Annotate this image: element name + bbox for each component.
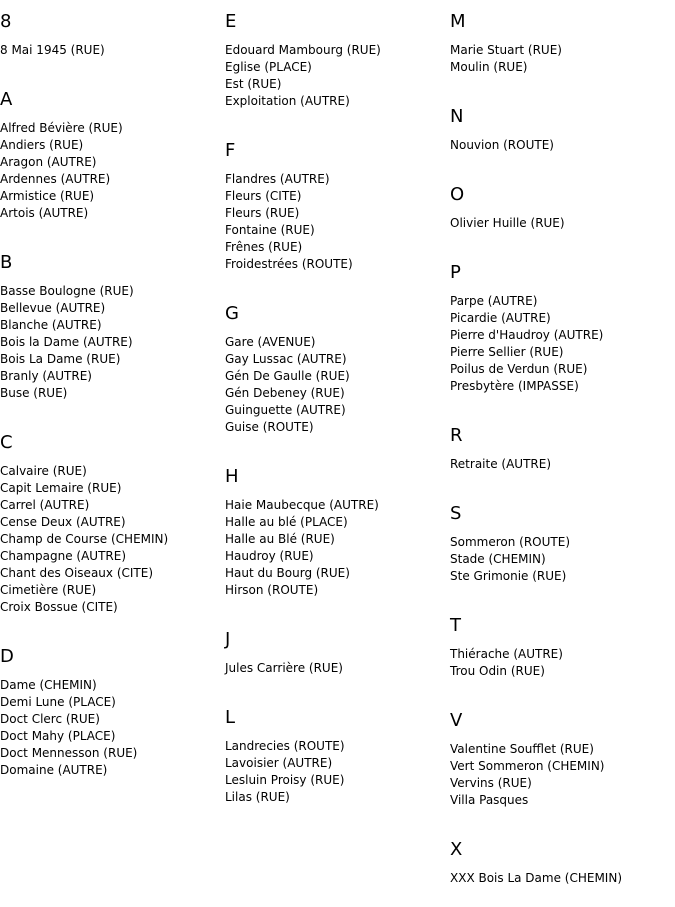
street-item[interactable]: Calvaire (RUE) (0, 464, 87, 478)
street-item[interactable]: Cimetière (RUE) (0, 583, 97, 597)
street-item[interactable]: Champagne (AUTRE) (0, 549, 127, 563)
letter-heading: G (225, 303, 239, 324)
street-item[interactable]: Pierre d'Haudroy (AUTRE) (450, 328, 604, 342)
street-item[interactable]: Ardennes (AUTRE) (0, 172, 111, 186)
street-item[interactable]: Halle au blé (PLACE) (225, 515, 348, 529)
letter-section (450, 415, 675, 493)
letter-heading: 8 (0, 11, 12, 32)
street-item[interactable]: Aragon (AUTRE) (0, 155, 97, 169)
letter-section (0, 0, 225, 79)
street-item[interactable]: Guise (ROUTE) (225, 420, 314, 434)
street-item[interactable]: Bois La Dame (RUE) (0, 352, 121, 366)
street-item[interactable]: Dame (CHEMIN) (0, 678, 97, 692)
letter-heading: O (450, 184, 465, 205)
street-item[interactable]: Frênes (RUE) (225, 240, 303, 254)
street-item[interactable]: Poilus de Verdun (RUE) (450, 362, 588, 376)
street-item[interactable]: Bois la Dame (AUTRE) (0, 335, 133, 349)
letter-section (0, 79, 225, 242)
street-item[interactable]: Gén Debeney (RUE) (225, 386, 345, 400)
street-list (0, 454, 225, 636)
letter-heading: M (450, 11, 466, 32)
street-item[interactable]: Blanche (AUTRE) (0, 318, 102, 332)
street-item[interactable]: Retraite (AUTRE) (450, 457, 552, 471)
letter-section (450, 700, 675, 829)
street-item[interactable]: Thiérache (AUTRE) (450, 647, 563, 661)
letter-heading: F (225, 140, 236, 161)
street-list (225, 488, 450, 619)
letter-heading: B (0, 252, 13, 273)
letter-section (225, 456, 450, 619)
street-list (450, 861, 675, 907)
street-list (225, 33, 450, 130)
street-item[interactable]: Gare (AVENUE) (225, 335, 316, 349)
letter-heading: V (450, 710, 463, 731)
letter-section (225, 130, 450, 293)
street-list (450, 637, 675, 700)
street-item[interactable]: Cense Deux (AUTRE) (0, 515, 126, 529)
letter-heading: N (450, 106, 464, 127)
street-list (0, 33, 225, 79)
street-item[interactable]: Lavoisier (AUTRE) (225, 756, 333, 770)
street-item[interactable]: Nouvion (ROUTE) (450, 138, 554, 152)
letter-section (225, 293, 450, 456)
street-item[interactable]: Exploitation (AUTRE) (225, 94, 350, 108)
letter-section (0, 422, 225, 636)
street-item[interactable]: Alfred Bévière (RUE) (0, 121, 123, 135)
street-item[interactable]: Eglise (PLACE) (225, 60, 312, 74)
street-item[interactable]: Armistice (RUE) (0, 189, 95, 203)
street-item[interactable]: Croix Bossue (CITE) (0, 600, 118, 614)
street-item[interactable]: Haut du Bourg (RUE) (225, 566, 350, 580)
street-item[interactable]: Haie Maubecque (AUTRE) (225, 498, 379, 512)
street-list (450, 284, 675, 415)
street-item[interactable]: Jules Carrière (RUE) (225, 661, 343, 675)
street-item[interactable]: Landrecies (ROUTE) (225, 739, 345, 753)
letter-heading: C (0, 432, 13, 453)
index-column (0, 0, 225, 799)
street-item[interactable]: Est (RUE) (225, 77, 282, 91)
street-item[interactable]: Flandres (AUTRE) (225, 172, 330, 186)
letter-heading: L (225, 707, 236, 728)
letter-section (450, 0, 675, 96)
letter-section (450, 829, 675, 907)
street-item[interactable]: Valentine Soufflet (RUE) (450, 742, 594, 756)
street-list (450, 128, 675, 174)
street-item[interactable]: Gén De Gaulle (RUE) (225, 369, 350, 383)
index-column (225, 0, 450, 826)
street-item[interactable]: Doct Mahy (PLACE) (0, 729, 116, 743)
letter-section (0, 242, 225, 422)
letter-section (450, 605, 675, 700)
street-item[interactable]: Haudroy (RUE) (225, 549, 314, 563)
street-item[interactable]: Capit Lemaire (RUE) (0, 481, 122, 495)
street-item[interactable]: Froidestrées (ROUTE) (225, 257, 353, 271)
street-item[interactable]: Champ de Course (CHEMIN) (0, 532, 169, 546)
letter-heading: S (450, 503, 462, 524)
street-item[interactable]: Sommeron (ROUTE) (450, 535, 570, 549)
street-list (0, 111, 225, 242)
letter-heading: A (0, 89, 13, 110)
street-item[interactable]: Villa Pasques (450, 793, 529, 807)
street-item[interactable]: Presbytère (IMPASSE) (450, 379, 579, 393)
street-list (450, 525, 675, 605)
street-item[interactable]: Gay Lussac (AUTRE) (225, 352, 347, 366)
street-item[interactable]: Fleurs (CITE) (225, 189, 302, 203)
street-item[interactable]: Halle au Blé (RUE) (225, 532, 335, 546)
letter-section (225, 0, 450, 130)
street-item[interactable]: Trou Odin (RUE) (450, 664, 545, 678)
index-column (450, 0, 675, 907)
street-item[interactable]: Fontaine (RUE) (225, 223, 315, 237)
street-item[interactable]: Hirson (ROUTE) (225, 583, 319, 597)
street-item[interactable]: Bellevue (AUTRE) (0, 301, 106, 315)
street-list (0, 274, 225, 422)
letter-section (450, 493, 675, 605)
street-item[interactable]: Stade (CHEMIN) (450, 552, 546, 566)
street-item[interactable]: Vervins (RUE) (450, 776, 532, 790)
letter-heading: X (450, 839, 463, 860)
street-list (0, 668, 225, 799)
street-item[interactable]: Moulin (RUE) (450, 60, 528, 74)
letter-heading: E (225, 11, 237, 32)
street-item[interactable]: Artois (AUTRE) (0, 206, 89, 220)
street-item[interactable]: Lesluin Proisy (RUE) (225, 773, 345, 787)
street-item[interactable]: Pierre Sellier (RUE) (450, 345, 564, 359)
street-item[interactable]: XXX Bois La Dame (CHEMIN) (450, 871, 623, 885)
street-item[interactable]: 8 Mai 1945 (RUE) (0, 43, 105, 57)
letter-heading: P (450, 262, 461, 283)
street-item[interactable]: Guinguette (AUTRE) (225, 403, 346, 417)
street-item[interactable]: Picardie (AUTRE) (450, 311, 551, 325)
street-item[interactable]: Chant des Oiseaux (CITE) (0, 566, 154, 580)
street-list (225, 651, 450, 697)
letter-section (450, 96, 675, 174)
letter-section (450, 252, 675, 415)
street-item[interactable]: Marie Stuart (RUE) (450, 43, 562, 57)
letter-heading: T (450, 615, 461, 636)
street-item[interactable]: Basse Boulogne (RUE) (0, 284, 134, 298)
street-item[interactable]: Andiers (RUE) (0, 138, 84, 152)
street-list (450, 33, 675, 96)
street-item[interactable]: Carrel (AUTRE) (0, 498, 90, 512)
street-list (225, 162, 450, 293)
letter-heading: H (225, 466, 239, 487)
street-list (225, 729, 450, 826)
street-item[interactable]: Parpe (AUTRE) (450, 294, 538, 308)
street-item[interactable]: Edouard Mambourg (RUE) (225, 43, 381, 57)
street-item[interactable]: Domaine (AUTRE) (0, 763, 108, 777)
street-item[interactable]: Demi Lune (PLACE) (0, 695, 116, 709)
street-item[interactable]: Ste Grimonie (RUE) (450, 569, 567, 583)
letter-heading: D (0, 646, 14, 667)
street-item[interactable]: Vert Sommeron (CHEMIN) (450, 759, 605, 773)
letter-section (225, 697, 450, 826)
letter-section (0, 636, 225, 799)
street-item[interactable]: Fleurs (RUE) (225, 206, 300, 220)
street-list (450, 447, 675, 493)
street-item[interactable]: Olivier Huille (RUE) (450, 216, 565, 230)
letter-section (225, 619, 450, 697)
street-item[interactable]: Lilas (RUE) (225, 790, 290, 804)
letter-heading: J (225, 629, 231, 650)
street-item[interactable]: Branly (AUTRE) (0, 369, 92, 383)
street-list (225, 325, 450, 456)
street-item[interactable]: Doct Clerc (RUE) (0, 712, 100, 726)
letter-heading: R (450, 425, 463, 446)
street-item[interactable]: Doct Mennesson (RUE) (0, 746, 138, 760)
street-item[interactable]: Buse (RUE) (0, 386, 68, 400)
letter-section (450, 174, 675, 252)
street-list (450, 732, 675, 829)
street-list (450, 206, 675, 252)
